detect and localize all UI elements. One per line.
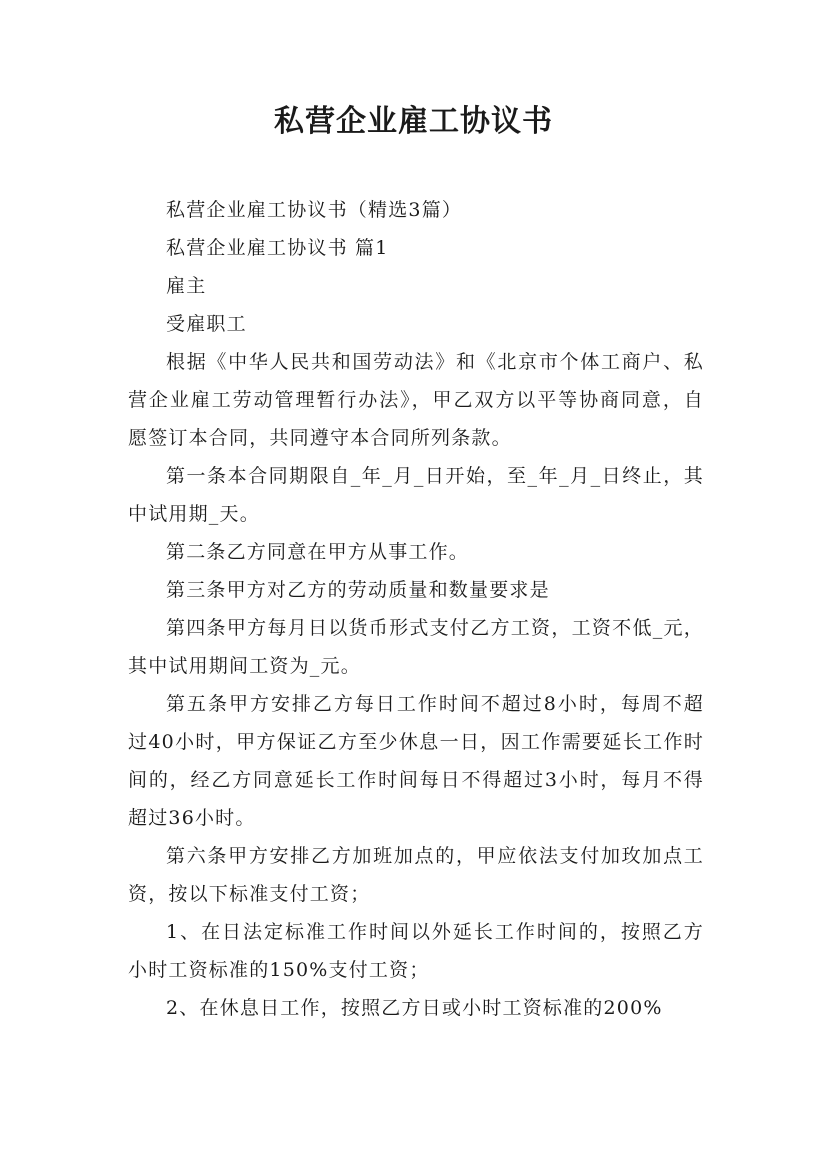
paragraph-article-4: 第四条甲方每月日以货币形式支付乙方工资，工资不低_元，其中试用期间工资为_元。 [128, 617, 704, 677]
paragraph-preamble: 根据《中华人民共和国劳动法》和《北京市个体工商户、私营企业雇工劳动管理暂行办法》，甲乙双方以平等协商同意，自愿签订本合同，共同遵守本合同所列条款。 [128, 351, 704, 449]
document-title: 私营企业雇工协议书 [274, 104, 553, 139]
paragraph-article-1: 第一条本合同期限自_年_月_日开始，至_年_月_日终止，其中试用期_天。 [128, 465, 704, 525]
paragraph-employer: 雇主 [166, 275, 207, 297]
document-body [128, 191, 704, 1027]
paragraph-subtitle: 私营企业雇工协议书（精选3篇） [166, 199, 463, 221]
paragraph-article-2: 第二条乙方同意在甲方从事工作。 [166, 541, 470, 563]
paragraph-article-5: 第五条甲方安排乙方每日工作时间不超过8小时，每周不超过40小时，甲方保证乙方至少休息一日，因工作需要延长工作时间的，经乙方同意延长工作时间每日不得超过3小时，每月不得超过36小时。 [128, 693, 704, 829]
paragraph-item-2: 2、在休息日工作，按照乙方日或小时工资标准的200% [166, 997, 663, 1019]
paragraph-item-1: 1、在日法定标准工作时间以外延长工作时间的，按照乙方小时工资标准的150%支付工资； [128, 921, 704, 981]
paragraph-section-heading: 私营企业雇工协议书 篇1 [166, 237, 389, 259]
paragraph-article-6: 第六条甲方安排乙方加班加点的，甲应依法支付加玫加点工资，按以下标准支付工资； [128, 845, 704, 905]
paragraph-employee: 受雇职工 [166, 313, 247, 335]
paragraph-article-3: 第三条甲方对乙方的劳动质量和数量要求是 [166, 579, 550, 601]
